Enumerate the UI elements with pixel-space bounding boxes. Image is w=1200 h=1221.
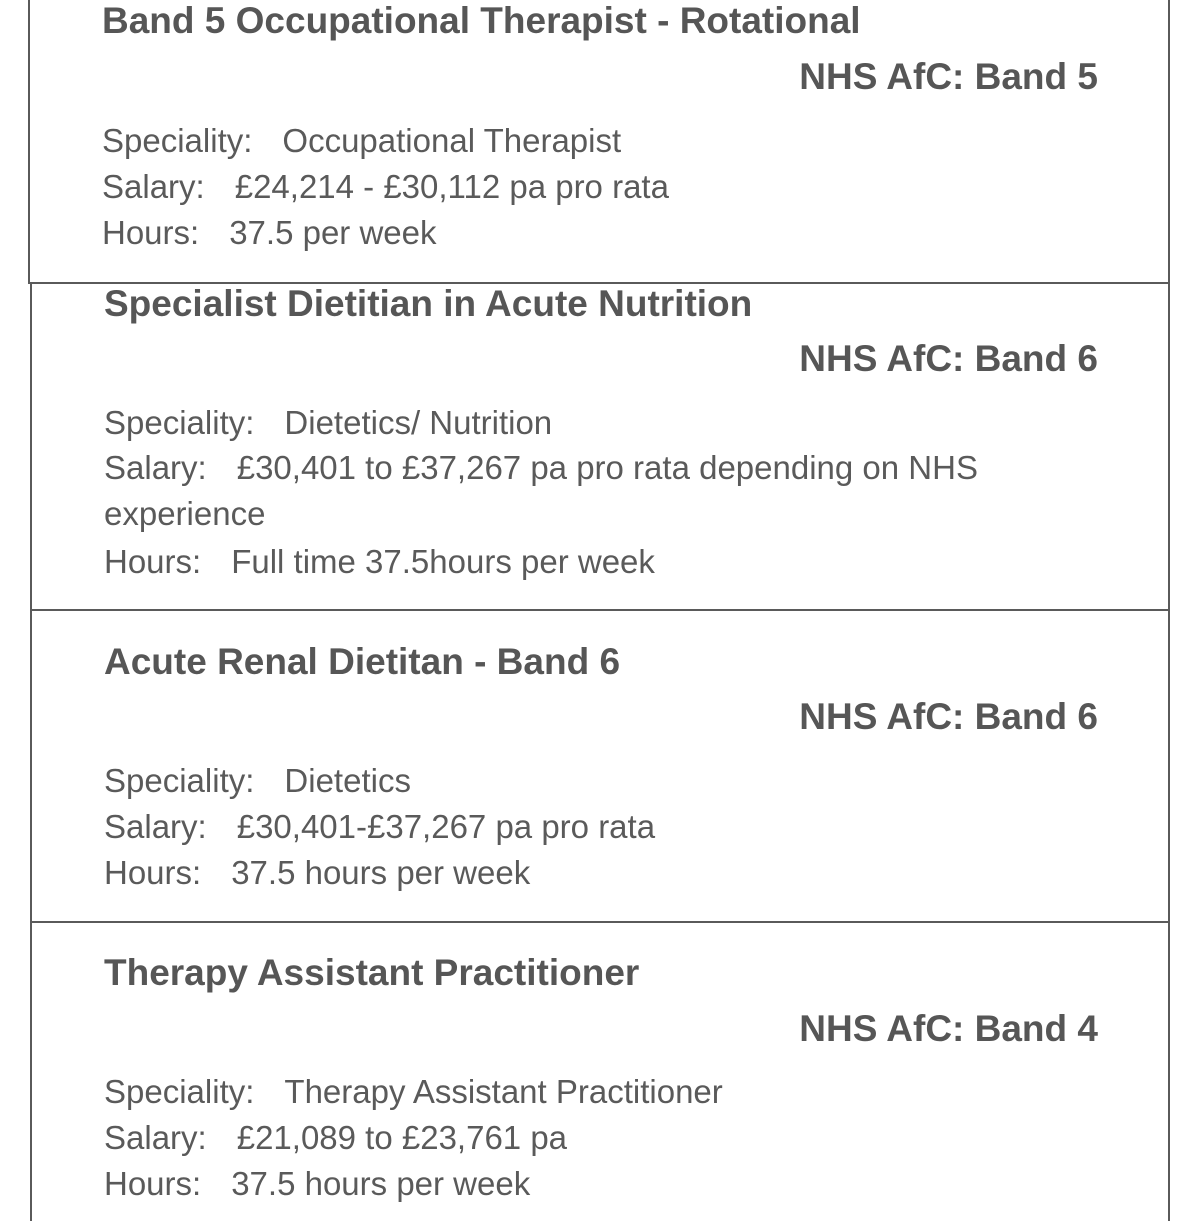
vacancy-title: Specialist Dietitian in Acute Nutrition — [104, 283, 753, 324]
salary-label: Salary: — [104, 1119, 207, 1156]
hours-value: 37.5 per week — [229, 214, 437, 251]
salary-value: £30,401 to £37,267 pa pro rata depending on NHS experience — [104, 449, 978, 532]
vacancy-card[interactable] — [30, 283, 1170, 611]
salary-label: Salary: — [104, 808, 207, 845]
salary-row — [102, 168, 669, 206]
salary-row — [104, 808, 655, 846]
salary-value: £24,214 - £30,112 pa pro rata — [234, 168, 669, 205]
hours-value: 37.5 hours per week — [231, 854, 531, 891]
salary-value: £30,401-£37,267 pa pro rata — [236, 808, 656, 845]
salary-row — [104, 1119, 567, 1157]
vacancy-card[interactable] — [30, 609, 1170, 923]
hours-row — [104, 854, 530, 892]
hours-row — [104, 543, 655, 581]
salary-row — [104, 445, 1114, 537]
speciality-value: Dietetics/ Nutrition — [284, 404, 553, 441]
vacancy-band: NHS AfC: Band 5 — [799, 56, 1098, 97]
hours-row — [102, 214, 437, 252]
hours-value: 37.5 hours per week — [231, 1165, 531, 1202]
salary-label: Salary: — [102, 168, 205, 205]
speciality-label: Speciality: — [104, 404, 255, 441]
vacancy-card[interactable] — [28, 0, 1170, 284]
speciality-row — [104, 404, 552, 442]
speciality-label: Speciality: — [102, 122, 253, 159]
speciality-label: Speciality: — [104, 762, 255, 799]
vacancy-card[interactable] — [30, 921, 1170, 1221]
speciality-value: Occupational Therapist — [282, 122, 622, 159]
salary-value: £21,089 to £23,761 pa — [236, 1119, 568, 1156]
speciality-row — [102, 122, 621, 160]
vacancy-title: Band 5 Occupational Therapist - Rotational — [102, 0, 861, 41]
vacancy-band: NHS AfC: Band 6 — [799, 696, 1098, 737]
hours-label: Hours: — [104, 854, 202, 891]
vacancy-title: Therapy Assistant Practitioner — [104, 952, 640, 993]
hours-value: Full time 37.5hours per week — [231, 543, 655, 580]
speciality-value: Therapy Assistant Practitioner — [284, 1073, 723, 1110]
vacancy-band: NHS AfC: Band 4 — [799, 1008, 1098, 1049]
speciality-value: Dietetics — [284, 762, 411, 799]
vacancy-title: Acute Renal Dietitan - Band 6 — [104, 641, 621, 682]
speciality-label: Speciality: — [104, 1073, 255, 1110]
speciality-row — [104, 762, 411, 800]
hours-label: Hours: — [102, 214, 200, 251]
hours-row — [104, 1165, 530, 1203]
vacancy-band: NHS AfC: Band 6 — [799, 338, 1098, 379]
hours-label: Hours: — [104, 543, 202, 580]
hours-label: Hours: — [104, 1165, 202, 1202]
salary-label: Salary: — [104, 449, 207, 486]
speciality-row — [104, 1073, 723, 1111]
